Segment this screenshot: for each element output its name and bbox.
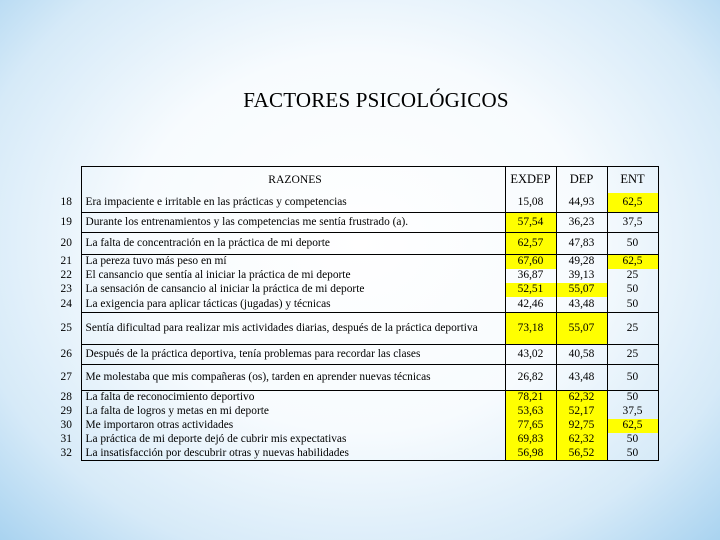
row-number: 26	[52, 345, 81, 365]
row-reason: La práctica de mi deporte dejó de cubrir mis expectativas	[81, 433, 505, 447]
row-number: 25	[52, 313, 81, 345]
row-exdep: 42,46	[505, 297, 556, 313]
table-row	[52, 405, 658, 419]
header-dep: DEP	[556, 167, 607, 193]
row-dep: 47,83	[556, 233, 607, 255]
table-row	[52, 391, 658, 405]
row-exdep: 62,57	[505, 233, 556, 255]
table-row	[52, 365, 658, 391]
row-ent: 50	[607, 365, 658, 391]
row-ent: 62,5	[607, 419, 658, 433]
row-ent: 37,5	[607, 405, 658, 419]
row-dep: 92,75	[556, 419, 607, 433]
table-row	[52, 269, 658, 283]
row-reason: La sensación de cansancio al iniciar la práctica de mi deporte	[81, 283, 505, 297]
row-number: 27	[52, 365, 81, 391]
row-number: 32	[52, 447, 81, 461]
row-number: 31	[52, 433, 81, 447]
row-ent: 50	[607, 391, 658, 405]
row-number: 28	[52, 391, 81, 405]
row-reason: Me importaron otras actividades	[81, 419, 505, 433]
row-exdep: 43,02	[505, 345, 556, 365]
row-number: 21	[52, 255, 81, 269]
row-exdep: 69,83	[505, 433, 556, 447]
row-number: 23	[52, 283, 81, 297]
table-row	[52, 419, 658, 433]
row-exdep: 78,21	[505, 391, 556, 405]
row-ent: 62,5	[607, 193, 658, 213]
row-exdep: 77,65	[505, 419, 556, 433]
row-dep: 36,23	[556, 213, 607, 233]
row-exdep: 67,60	[505, 255, 556, 269]
row-ent: 50	[607, 433, 658, 447]
row-exdep: 15,08	[505, 193, 556, 213]
table-row	[52, 233, 658, 255]
factors-table	[52, 166, 659, 461]
row-number: 22	[52, 269, 81, 283]
row-reason: La falta de concentración en la práctica de mi deporte	[81, 233, 505, 255]
row-reason: Después de la práctica deportiva, tenía problemas para recordar las clases	[81, 345, 505, 365]
row-ent: 50	[607, 447, 658, 461]
row-reason: El cansancio que sentía al iniciar la práctica de mi deporte	[81, 269, 505, 283]
table-row	[52, 283, 658, 297]
table-row	[52, 447, 658, 461]
row-exdep: 57,54	[505, 213, 556, 233]
table-row	[52, 433, 658, 447]
table-row	[52, 313, 658, 345]
row-number: 24	[52, 297, 81, 313]
row-number: 29	[52, 405, 81, 419]
row-exdep: 52,51	[505, 283, 556, 297]
row-dep: 52,17	[556, 405, 607, 419]
row-ent: 50	[607, 233, 658, 255]
row-exdep: 53,63	[505, 405, 556, 419]
row-reason: La falta de reconocimiento deportivo	[81, 391, 505, 405]
header-ent: ENT	[607, 167, 658, 193]
row-number: 20	[52, 233, 81, 255]
table-header-row	[52, 167, 658, 193]
row-dep: 39,13	[556, 269, 607, 283]
row-dep: 49,28	[556, 255, 607, 269]
row-reason: Era impaciente e irritable en las prácticas y competencias	[81, 193, 505, 213]
table-row	[52, 297, 658, 313]
row-number: 18	[52, 193, 81, 213]
row-dep: 62,32	[556, 391, 607, 405]
row-reason: La insatisfacción por descubrir otras y nuevas habilidades	[81, 447, 505, 461]
row-reason: Me molestaba que mis compañeras (os), tarden en aprender nuevas técnicas	[81, 365, 505, 391]
table-row	[52, 213, 658, 233]
row-reason: Sentía dificultad para realizar mis actividades diarias, después de la práctica deportiva	[81, 313, 505, 345]
row-dep: 43,48	[556, 365, 607, 391]
row-ent: 37,5	[607, 213, 658, 233]
header-exdep: EXDEP	[505, 167, 556, 193]
row-ent: 25	[607, 269, 658, 283]
row-ent: 62,5	[607, 255, 658, 269]
row-reason: La falta de logros y metas en mi deporte	[81, 405, 505, 419]
row-exdep: 36,87	[505, 269, 556, 283]
row-dep: 55,07	[556, 283, 607, 297]
row-ent: 50	[607, 297, 658, 313]
row-exdep: 73,18	[505, 313, 556, 345]
table-row	[52, 255, 658, 269]
row-dep: 43,48	[556, 297, 607, 313]
row-ent: 25	[607, 345, 658, 365]
row-ent: 25	[607, 313, 658, 345]
table-row	[52, 193, 658, 213]
row-dep: 44,93	[556, 193, 607, 213]
header-reasons: RAZONES	[81, 167, 505, 193]
row-reason: La pereza tuvo más peso en mí	[81, 255, 505, 269]
row-exdep: 56,98	[505, 447, 556, 461]
row-reason: Durante los entrenamientos y las competencias me sentía frustrado (a).	[81, 213, 505, 233]
table-row	[52, 345, 658, 365]
row-dep: 62,32	[556, 433, 607, 447]
header-num-cell	[52, 167, 81, 193]
row-dep: 56,52	[556, 447, 607, 461]
row-number: 30	[52, 419, 81, 433]
row-number: 19	[52, 213, 81, 233]
row-ent: 50	[607, 283, 658, 297]
row-exdep: 26,82	[505, 365, 556, 391]
row-dep: 40,58	[556, 345, 607, 365]
page-title: FACTORES PSICOLÓGICOS	[243, 88, 509, 112]
row-reason: La exigencia para aplicar tácticas (jugadas) y técnicas	[81, 297, 505, 313]
row-dep: 55,07	[556, 313, 607, 345]
